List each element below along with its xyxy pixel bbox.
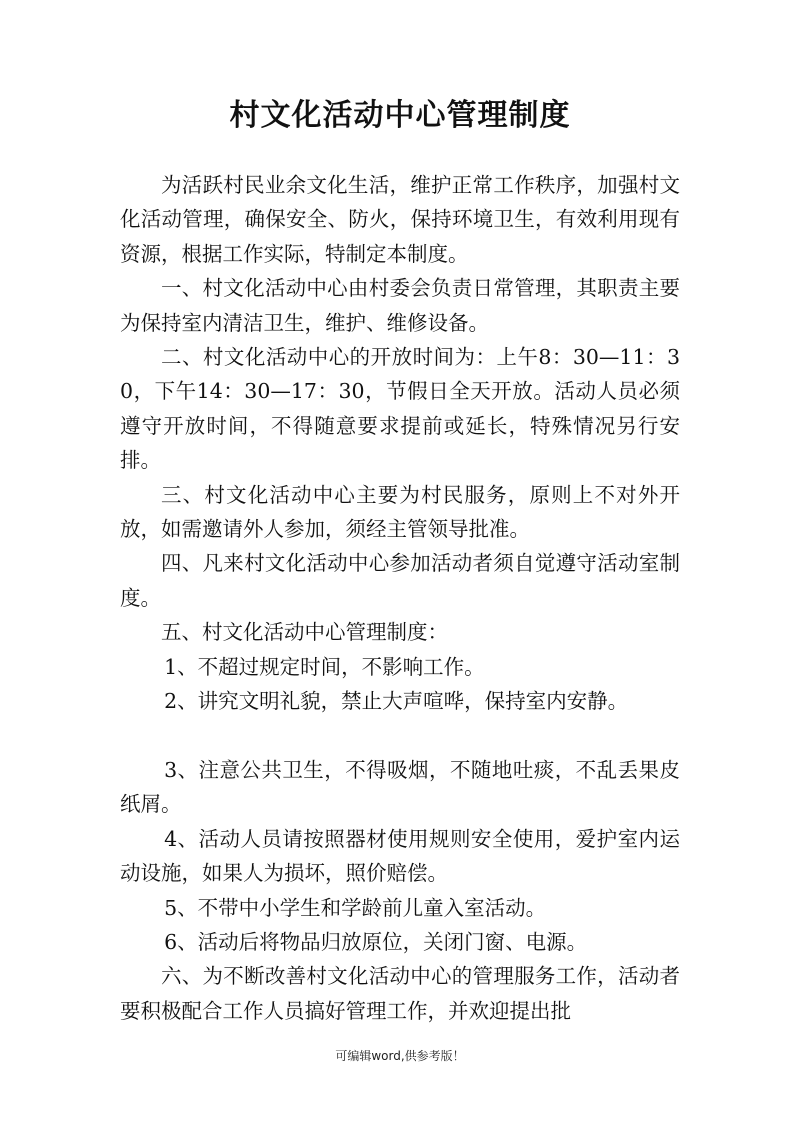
article-5-paragraph: 五、村文化活动中心管理制度： [161, 620, 448, 645]
article-6-paragraph: 六、为不断改善村文化活动中心的管理服务工作，活动者要积极配合工作人员搞好管理工作，并欢迎提出批 [120, 964, 680, 1023]
rule-6: 6、活动后将物品归放原位，关闭门窗、电源。 [164, 929, 588, 954]
document-title: 村文化活动中心管理制度 [229, 98, 571, 133]
article-2-paragraph: 二、村文化活动中心的开放时间为：上午8：30—11：30，下午14：30—17：30，节假日全天开放。活动人员必须遵守开放时间，不得随意要求提前或延长，特殊情况另行安排。 [120, 345, 680, 473]
document-body [120, 168, 680, 1028]
blank-line [120, 719, 680, 753]
article-1-paragraph: 一、村文化活动中心由村委会负责日常管理，其职责主要为保持室内清洁卫生，维护、维修设备。 [120, 276, 680, 335]
rule-3: 3、注意公共卫生，不得吸烟，不随地吐痰，不乱丢果皮纸屑。 [120, 757, 680, 817]
rule-1: 1、不超过规定时间，不影响工作。 [164, 654, 485, 679]
rule-5: 5、不带中小学生和学龄前儿童入室活动。 [164, 895, 547, 920]
article-4-paragraph: 四、凡来村文化活动中心参加活动者须自觉遵守活动室制度。 [120, 551, 680, 610]
intro-paragraph: 为活跃村民业余文化生活，维护正常工作秩序，加强村文化活动管理，确保安全、防火，保持环境卫生，有效利用现有资源，根据工作实际，特制定本制度。 [120, 173, 680, 266]
article-3-paragraph: 三、村文化活动中心主要为村民服务，原则上不对外开放，如需邀请外人参加，须经主管领导批准。 [120, 482, 680, 542]
rule-2: 2、讲究文明礼貌，禁止大声喧哗，保持室内安静。 [164, 689, 629, 714]
page-footer: 可编辑word,供参考版！ [335, 1049, 465, 1063]
rule-4: 4、活动人员请按照器材使用规则安全使用，爱护室内运动设施，如果人为损坏，照价赔偿。 [120, 826, 680, 886]
